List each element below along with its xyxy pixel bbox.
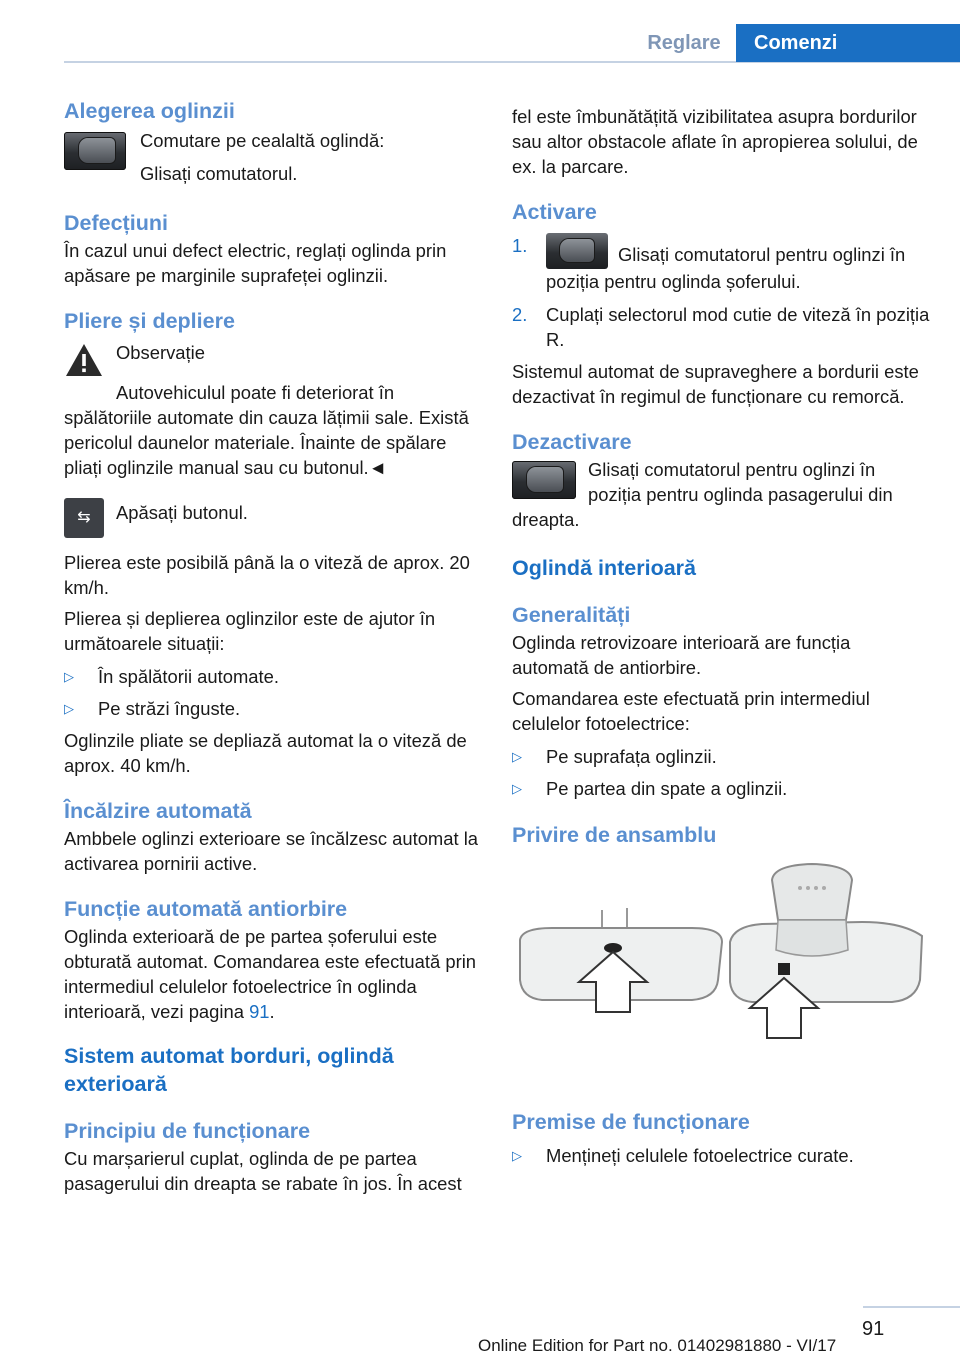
unfold-speed-text: Oglinzile pliate se depliază automat la o viteză de aprox. 40 km/h. xyxy=(64,730,467,776)
mirror-diagram-image xyxy=(512,850,932,1095)
section-title-antidazzle: Funcție automată antiorbire xyxy=(64,897,348,921)
fold-situations-list xyxy=(64,664,482,721)
warning-text: Autovehiculul poate fi deteriorat în spălătoriile automate din cauza lățimii sale. Există pericolul daunelor materiale. Înainte de spălare pliați oglinzile manual sau cu butonul.◄ xyxy=(64,382,469,478)
deactivation-text: Glisați comutatorul pentru oglinzi în poziția pentru oglinda pasagerului din xyxy=(588,459,893,505)
interior-mirror-illustration xyxy=(512,850,932,1095)
section-title-interior-mirror: Oglindă interioară xyxy=(512,556,696,580)
section-title-overview: Privire de ansamblu xyxy=(512,823,717,847)
fold-button-row xyxy=(64,498,482,538)
bullet-triangle-icon: ▷ xyxy=(64,669,74,684)
step-item: 2. Cuplați selectorul mod cutie de viteză în poziția R. xyxy=(512,304,930,350)
switch-row xyxy=(64,128,482,186)
section-title-general: Generalități xyxy=(512,603,631,627)
continued-text: fel este îmbunătățită vizibilitatea asupra bordurilor sau altor obstacole aflate în apropierea solului, de ex. la parcare. xyxy=(512,106,918,177)
right-column xyxy=(512,104,932,1175)
deactivation-text-end: dreapta. xyxy=(512,509,580,530)
heating-text: Ambbele oglinzi exterioare se încălzesc automat la activarea pornirii active. xyxy=(64,828,479,874)
edition-footer: Online Edition for Part no. 01402981880 - VI/17 xyxy=(478,1336,837,1355)
tab-comenzi[interactable]: Comenzi xyxy=(736,24,960,62)
warning-title: Observație xyxy=(116,342,205,363)
warning-block xyxy=(64,340,482,380)
step-number: 1. xyxy=(512,235,528,256)
left-column xyxy=(64,96,482,1196)
section-title-prerequisites: Premise de funcționare xyxy=(512,1110,750,1134)
step-item: 1. Glisați comutatorul pentru oglinzi în poziția pentru oglinda șoferului. xyxy=(512,235,906,292)
step-switch-icon xyxy=(546,233,608,269)
switch-action: Glisați comutatorul. xyxy=(140,163,298,184)
step-number: 2. xyxy=(512,304,528,325)
section-title-deactivation: Dezactivare xyxy=(512,430,632,454)
principle-text: Cu marșarierul cuplat, oglinda de pe partea pasagerului din dreapta se rabate în jos. În acest xyxy=(64,1148,462,1194)
fold-mirror-button-icon: ⇆ xyxy=(64,498,104,538)
section-title-folding: Pliere și depliere xyxy=(64,309,235,333)
deactivation-row xyxy=(512,457,932,507)
section-title-principle: Principiu de funcționare xyxy=(64,1119,311,1143)
page-number: 91 xyxy=(862,1318,885,1340)
list-item: ▷ Pe partea din spate a oglinzii. xyxy=(512,778,788,799)
list-item: ▷ Pe suprafața oglinzii. xyxy=(512,746,717,767)
bullet-triangle-icon: ▷ xyxy=(512,1148,522,1163)
activation-note: Sistemul automat de supraveghere a bordurii este dezactivat în regimul de funcționare cu remorcă. xyxy=(512,361,919,407)
section-title-activation: Activare xyxy=(512,200,597,224)
photocell-list xyxy=(512,744,932,801)
antidazzle-text: Oglinda exterioară de pe partea șoferului este obturată automat. Comandarea este efectuată prin intermediul celulelor fotoelectrice în oglinda interioară, vezi pagina 91. xyxy=(64,926,477,1022)
press-instruction: Apăsați butonul. xyxy=(116,502,248,523)
list-item: ▷ Pe străzi înguste. xyxy=(64,698,241,719)
warning-icon xyxy=(64,342,104,378)
fold-help-text: Plierea și deplierea oglinzilor este de ajutor în următoarele situații: xyxy=(64,608,436,654)
switch-instruction: Comutare pe cealaltă oglindă: xyxy=(140,130,385,151)
tab-reglare[interactable]: Reglare xyxy=(647,31,721,54)
general-command-text: Comandarea este efectuată prin intermediul celulelor fotoelectrice: xyxy=(512,688,870,734)
footer-rule xyxy=(863,1306,960,1308)
bullet-triangle-icon: ▷ xyxy=(512,781,522,796)
fold-speed-text: Plierea este posibilă până la o viteză de aprox. 20 km/h. xyxy=(64,552,470,598)
bullet-triangle-icon: ▷ xyxy=(64,701,74,716)
bullet-triangle-icon: ▷ xyxy=(512,749,522,764)
section-title-curb-system: Sistem automat borduri, oglindă exterioară xyxy=(64,1044,394,1096)
general-text: Oglinda retrovizoare interioară are funcția automată de antiorbire. xyxy=(512,632,851,678)
prerequisites-list xyxy=(512,1143,932,1168)
activation-steps xyxy=(512,233,932,352)
defects-text: În cazul unui defect electric, reglați oglinda prin apăsare pe marginile suprafeței oglinzii. xyxy=(64,240,447,286)
mirror-switch-icon xyxy=(512,461,576,499)
section-title-mirror-selection: Alegerea oglinzii xyxy=(64,99,235,123)
section-title-defects: Defecțiuni xyxy=(64,211,168,235)
mirror-switch-icon xyxy=(64,132,126,170)
page-link[interactable]: 91 xyxy=(249,1001,270,1022)
section-title-heating: Încălzire automată xyxy=(64,799,252,823)
list-item: ▷ Mențineți celulele fotoelectrice curate. xyxy=(512,1145,854,1166)
list-item: ▷ În spălătorii automate. xyxy=(64,666,279,687)
